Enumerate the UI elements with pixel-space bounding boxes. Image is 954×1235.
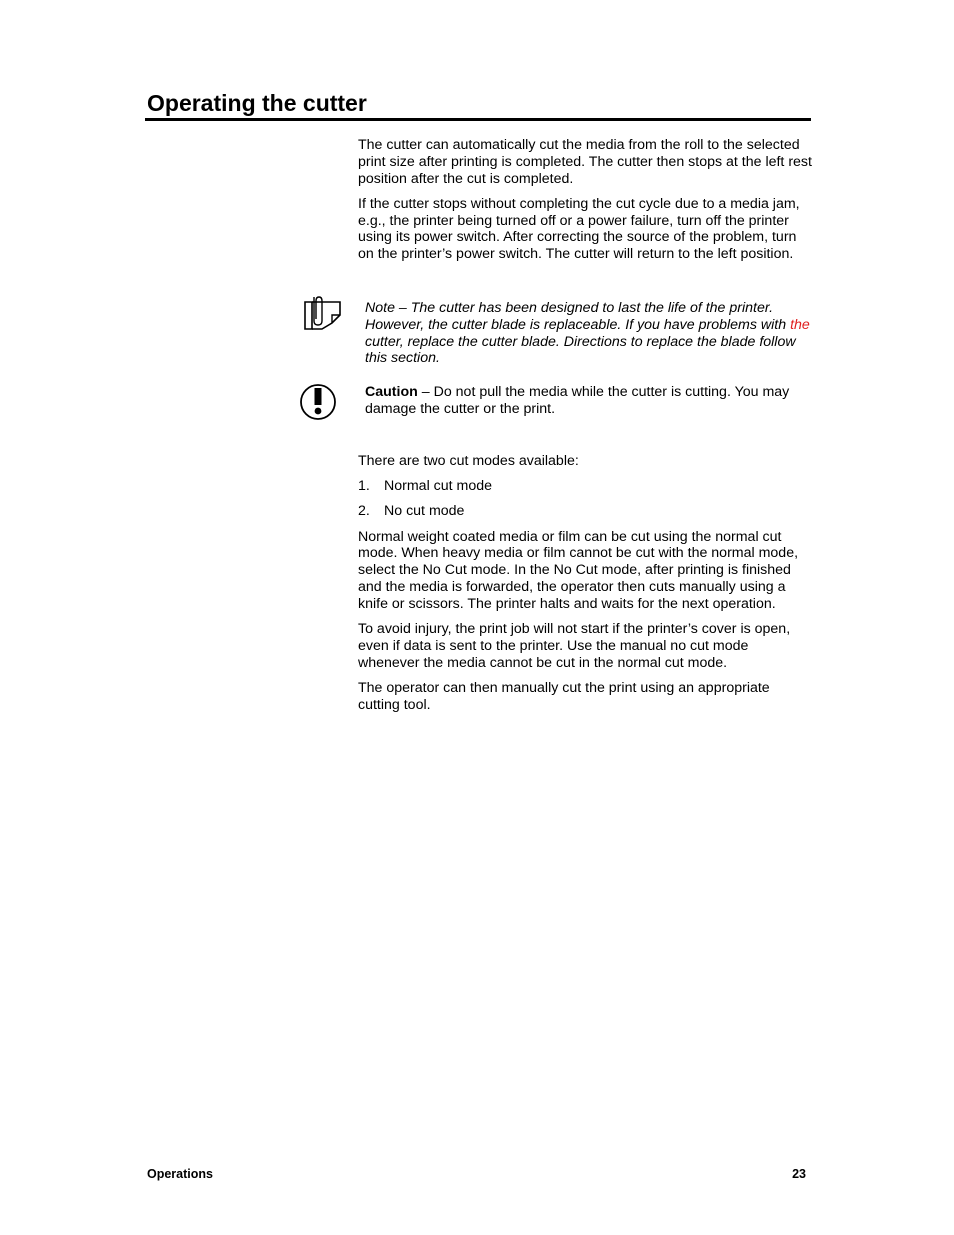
modes-section: [358, 453, 813, 722]
body-paragraph: The operator can then manually cut the print using an appropriate cutting tool.: [358, 679, 770, 713]
caution-label: Caution: [365, 384, 418, 400]
list-label: Normal cut mode: [384, 478, 493, 495]
intro-section: [358, 137, 813, 271]
caution-icon: [299, 383, 337, 421]
list-number: 2.: [358, 503, 370, 520]
title-rule: [145, 118, 811, 121]
note-highlight: the: [790, 316, 810, 333]
footer-section: Operations: [147, 1167, 213, 1181]
note-icon: [302, 295, 342, 331]
caution-text: [365, 384, 815, 418]
list-item: [358, 478, 813, 495]
page-title: Operating the cutter: [147, 90, 367, 116]
intro-paragraph: If the cutter stops without completing the cut cycle due to a media jam, e.g., the printer being turned off or a power failure, turn off the printer using its power switch. After correcting the source of the problem, turn on the printer’s power switch. The cutter will return to the left position.: [358, 195, 800, 263]
intro-paragraph: The cutter can automatically cut the media from the roll to the selected print size after printing is completed. The cutter then stops at the left rest position after the cut is completed.: [358, 137, 812, 187]
modes-intro: There are two cut modes available:: [358, 453, 579, 469]
note-text-after: cutter, replace the cutter blade. Directions to replace the blade follow this section.: [365, 333, 796, 367]
note-text-before: Note – The cutter has been designed to last the life of the printer. However, the cutter blade is replaceable. If you have problems with: [365, 300, 791, 333]
list-item: [358, 503, 813, 520]
body-paragraph: Normal weight coated media or film can be cut using the normal cut mode. When heavy media or film cannot be cut with the normal mode, select the No Cut mode. In the No Cut mode, after printing is finished and the media is forwarded, the operator then cuts manually using a knife or scissors. The printer halts and waits for the next operation.: [358, 528, 799, 612]
caution-body: – Do not pull the media while the cutter is cutting. You may damage the cutter or the print.: [365, 384, 790, 417]
note-text: [365, 300, 815, 367]
list-label: No cut mode: [384, 503, 465, 520]
list-number: 1.: [358, 478, 370, 495]
body-paragraph: To avoid injury, the print job will not start if the printer’s cover is open, even if data is sent to the printer. Use the manual no cut mode whenever the media cannot be cut in the normal cut mode.: [358, 620, 791, 671]
footer-page-number: 23: [792, 1167, 806, 1181]
